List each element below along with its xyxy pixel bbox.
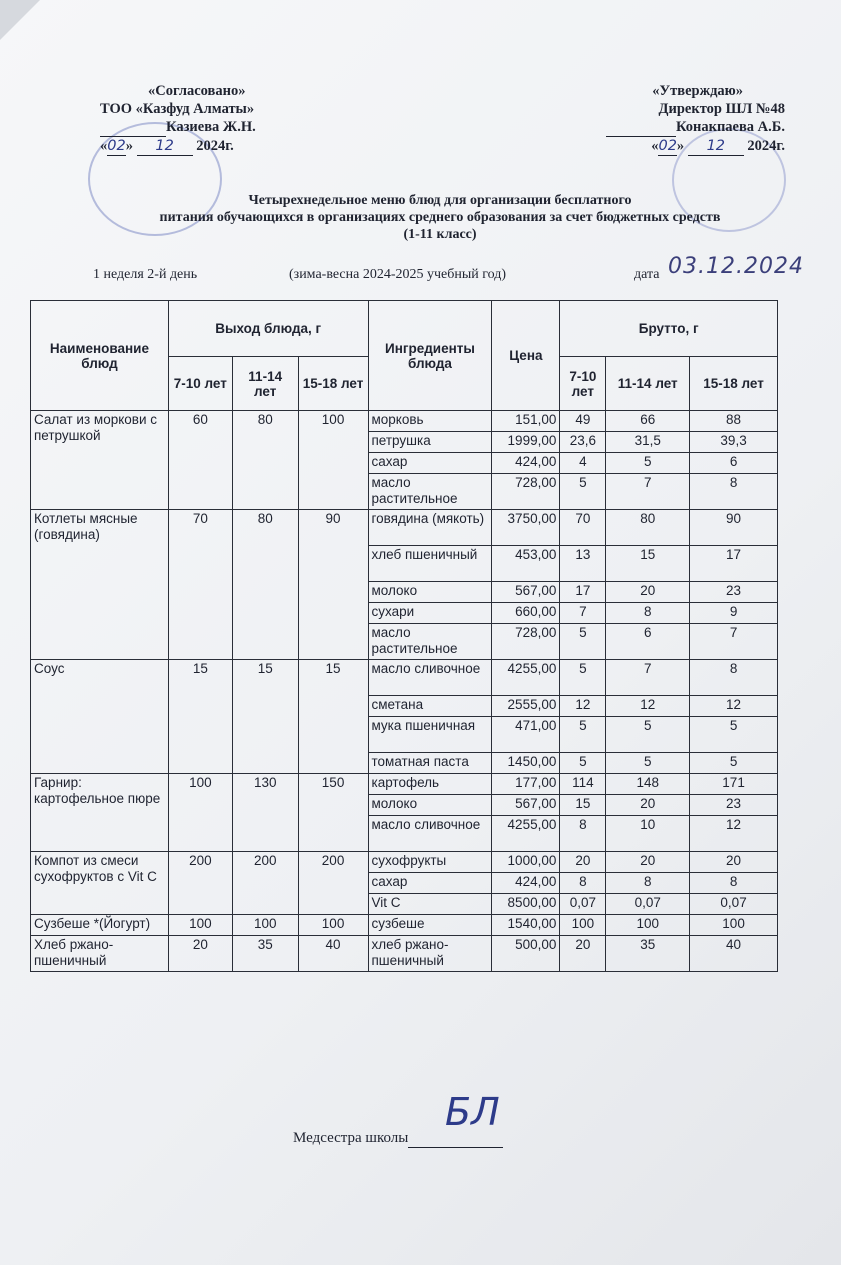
dish-output-15-18: 150: [298, 774, 368, 852]
ingredient-name: картофель: [368, 774, 492, 795]
ingredient-name: молоко: [368, 795, 492, 816]
brutto-11-14: 8: [606, 603, 690, 624]
approval-block-right: [560, 82, 785, 156]
ingredient-price: 424,00: [492, 453, 560, 474]
dish-output-11-14: 100: [232, 915, 298, 936]
ingredient-name: сухари: [368, 603, 492, 624]
header-price: Цена: [492, 301, 560, 411]
brutto-11-14: 5: [606, 453, 690, 474]
brutto-15-18: 0,07: [690, 894, 778, 915]
ingredient-price: 500,00: [492, 936, 560, 972]
table-row: [31, 660, 778, 696]
brutto-11-14: 10: [606, 816, 690, 852]
date-handwritten: 03.12.2024: [668, 254, 804, 279]
ingredient-price: 1999,00: [492, 432, 560, 453]
dish-output-15-18: 15: [298, 660, 368, 774]
ingredient-price: 453,00: [492, 546, 560, 582]
ingredient-price: 177,00: [492, 774, 560, 795]
header-brutto-age-11-14: 11-14 лет: [606, 357, 690, 411]
ingredient-price: 1450,00: [492, 753, 560, 774]
approval-right-quote-open: «: [651, 138, 659, 154]
brutto-15-18: 17: [690, 546, 778, 582]
brutto-15-18: 39,3: [690, 432, 778, 453]
header-age-11-14: 11-14 лет: [232, 357, 298, 411]
brutto-7-10: 17: [560, 582, 606, 603]
approval-right-day: 02: [658, 138, 677, 154]
ingredient-name: хлеб ржано-пшеничный: [368, 936, 492, 972]
approval-right-person: Конакпаева А.Б.: [675, 119, 785, 135]
dish-output-15-18: 200: [298, 852, 368, 915]
dish-output-7-10: 15: [168, 660, 232, 774]
ingredient-name: петрушка: [368, 432, 492, 453]
dish-output-15-18: 100: [298, 915, 368, 936]
dish-output-7-10: 60: [168, 411, 232, 510]
ingredient-price: 4255,00: [492, 816, 560, 852]
brutto-7-10: 49: [560, 411, 606, 432]
brutto-11-14: 0,07: [606, 894, 690, 915]
brutto-15-18: 7: [690, 624, 778, 660]
ingredient-name: масло сливочное: [368, 660, 492, 696]
brutto-11-14: 8: [606, 873, 690, 894]
dish-output-15-18: 100: [298, 411, 368, 510]
brutto-7-10: 70: [560, 510, 606, 546]
dish-output-15-18: 40: [298, 936, 368, 972]
brutto-11-14: 5: [606, 717, 690, 753]
ingredient-price: 567,00: [492, 795, 560, 816]
page-fold-corner: [0, 0, 40, 40]
ingredient-price: 151,00: [492, 411, 560, 432]
dish-output-11-14: 80: [232, 510, 298, 660]
approval-left-day: 02: [107, 138, 126, 154]
menu-table: [30, 300, 778, 972]
brutto-7-10: 8: [560, 873, 606, 894]
header-age-15-18: 15-18 лет: [298, 357, 368, 411]
table-row: [31, 915, 778, 936]
brutto-15-18: 12: [690, 816, 778, 852]
approval-right-position: Директор ШЛ №48: [658, 101, 785, 117]
approval-right-month: 12: [688, 137, 744, 156]
brutto-11-14: 7: [606, 660, 690, 696]
brutto-7-10: 20: [560, 936, 606, 972]
brutto-7-10: 13: [560, 546, 606, 582]
dish-output-7-10: 200: [168, 852, 232, 915]
brutto-15-18: 8: [690, 873, 778, 894]
dish-name: Котлеты мясные (говядина): [31, 510, 169, 660]
ingredient-name: томатная паста: [368, 753, 492, 774]
ingredient-name: масло растительное: [368, 474, 492, 510]
ingredient-price: 728,00: [492, 474, 560, 510]
approval-left-org: ТОО «Казфуд Алматы»: [100, 101, 255, 117]
brutto-11-14: 20: [606, 582, 690, 603]
nurse-label: Медсестра школы: [293, 1130, 409, 1146]
approval-left-quote-close: »: [125, 138, 133, 154]
ingredient-name: сахар: [368, 873, 492, 894]
title-line-2: питания обучающихся в организациях среднего образования за счет бюджетных средств: [159, 210, 721, 225]
ingredient-price: 4255,00: [492, 660, 560, 696]
approval-right-signature-line: [606, 118, 676, 137]
brutto-7-10: 5: [560, 660, 606, 696]
brutto-7-10: 100: [560, 915, 606, 936]
ingredient-name: Vit C: [368, 894, 492, 915]
brutto-7-10: 5: [560, 474, 606, 510]
brutto-11-14: 31,5: [606, 432, 690, 453]
approval-left-signature-line: [100, 118, 166, 137]
brutto-15-18: 90: [690, 510, 778, 546]
brutto-7-10: 5: [560, 624, 606, 660]
brutto-11-14: 35: [606, 936, 690, 972]
dish-output-7-10: 70: [168, 510, 232, 660]
header-age-7-10: 7-10 лет: [168, 357, 232, 411]
brutto-11-14: 7: [606, 474, 690, 510]
approval-left-person: Казиева Ж.Н.: [166, 119, 256, 135]
brutto-15-18: 8: [690, 474, 778, 510]
table-row: [31, 411, 778, 432]
brutto-11-14: 6: [606, 624, 690, 660]
dish-output-11-14: 200: [232, 852, 298, 915]
brutto-11-14: 20: [606, 852, 690, 873]
header-output: Выход блюда, г: [168, 301, 368, 357]
brutto-11-14: 100: [606, 915, 690, 936]
brutto-7-10: 4: [560, 453, 606, 474]
approval-right-quote-close: »: [676, 138, 685, 154]
ingredient-name: сахар: [368, 453, 492, 474]
ingredient-name: сметана: [368, 696, 492, 717]
ingredient-name: мука пшеничная: [368, 717, 492, 753]
approval-right-year: 2024г.: [747, 138, 785, 154]
dish-name: Хлеб ржано-пшеничный: [31, 936, 169, 972]
ingredient-price: 2555,00: [492, 696, 560, 717]
ingredient-name: масло сливочное: [368, 816, 492, 852]
approval-left-year: 2024г.: [196, 138, 234, 154]
ingredient-price: 471,00: [492, 717, 560, 753]
table-row: [31, 852, 778, 873]
brutto-11-14: 15: [606, 546, 690, 582]
brutto-7-10: 8: [560, 816, 606, 852]
brutto-15-18: 9: [690, 603, 778, 624]
dish-name: Соус: [31, 660, 169, 774]
brutto-11-14: 5: [606, 753, 690, 774]
ingredient-name: масло растительное: [368, 624, 492, 660]
brutto-7-10: 7: [560, 603, 606, 624]
dish-name: Салат из моркови с петрушкой: [31, 411, 169, 510]
ingredient-price: 1540,00: [492, 915, 560, 936]
ingredient-price: 8500,00: [492, 894, 560, 915]
dish-output-11-14: 80: [232, 411, 298, 510]
dish-name: Компот из смеси сухофруктов с Vit C: [31, 852, 169, 915]
brutto-11-14: 66: [606, 411, 690, 432]
approval-right-title: «Утверждаю»: [652, 83, 743, 99]
title-line-1: Четырехнедельное меню блюд для организации бесплатного: [248, 193, 632, 208]
header-ingredients: Ингредиенты блюда: [368, 301, 492, 411]
brutto-15-18: 171: [690, 774, 778, 795]
ingredient-name: хлеб пшеничный: [368, 546, 492, 582]
ingredient-name: сузбеше: [368, 915, 492, 936]
brutto-7-10: 12: [560, 696, 606, 717]
brutto-15-18: 100: [690, 915, 778, 936]
ingredient-price: 660,00: [492, 603, 560, 624]
dish-output-7-10: 100: [168, 915, 232, 936]
brutto-11-14: 148: [606, 774, 690, 795]
dish-output-11-14: 130: [232, 774, 298, 852]
brutto-15-18: 8: [690, 660, 778, 696]
header-dish: Наименование блюд: [31, 301, 169, 411]
approval-block-left: [100, 82, 330, 156]
brutto-15-18: 5: [690, 753, 778, 774]
table-row: [31, 936, 778, 972]
table-row: [31, 774, 778, 795]
dish-name: Сузбеше *(Йогурт): [31, 915, 169, 936]
dish-output-15-18: 90: [298, 510, 368, 660]
nurse-signature-line: [408, 1130, 503, 1148]
period-label: (зима-весна 2024-2025 учебный год): [289, 267, 507, 282]
ingredient-price: 728,00: [492, 624, 560, 660]
brutto-15-18: 23: [690, 582, 778, 603]
approval-left-title: «Согласовано»: [148, 83, 246, 99]
brutto-15-18: 88: [690, 411, 778, 432]
date-label: дата: [634, 267, 660, 282]
nurse-line: [293, 1130, 503, 1148]
brutto-15-18: 6: [690, 453, 778, 474]
brutto-11-14: 20: [606, 795, 690, 816]
ingredient-name: морковь: [368, 411, 492, 432]
header-brutto: Брутто, г: [560, 301, 778, 357]
dish-name: Гарнир: картофельное пюре: [31, 774, 169, 852]
ingredient-name: сухофрукты: [368, 852, 492, 873]
brutto-7-10: 23,6: [560, 432, 606, 453]
brutto-15-18: 20: [690, 852, 778, 873]
brutto-11-14: 80: [606, 510, 690, 546]
dish-output-7-10: 20: [168, 936, 232, 972]
header-brutto-age-15-18: 15-18 лет: [690, 357, 778, 411]
brutto-7-10: 5: [560, 753, 606, 774]
brutto-11-14: 12: [606, 696, 690, 717]
dish-output-11-14: 15: [232, 660, 298, 774]
brutto-7-10: 0,07: [560, 894, 606, 915]
brutto-7-10: 114: [560, 774, 606, 795]
menu-table-body: [31, 411, 778, 972]
title-line-3: (1-11 класс): [403, 227, 477, 242]
dish-output-7-10: 100: [168, 774, 232, 852]
brutto-7-10: 20: [560, 852, 606, 873]
week-day-label: 1 неделя 2-й день: [93, 267, 198, 282]
ingredient-name: молоко: [368, 582, 492, 603]
brutto-7-10: 15: [560, 795, 606, 816]
header-brutto-age-7-10: 7-10 лет: [560, 357, 606, 411]
brutto-15-18: 40: [690, 936, 778, 972]
brutto-15-18: 5: [690, 717, 778, 753]
brutto-15-18: 23: [690, 795, 778, 816]
approval-left-quote-open: «: [100, 138, 108, 154]
approval-left-month: 12: [137, 137, 193, 156]
table-row: [31, 510, 778, 546]
document-title: [90, 192, 790, 243]
brutto-7-10: 5: [560, 717, 606, 753]
ingredient-price: 1000,00: [492, 852, 560, 873]
ingredient-name: говядина (мякоть): [368, 510, 492, 546]
ingredient-price: 567,00: [492, 582, 560, 603]
dish-output-11-14: 35: [232, 936, 298, 972]
nurse-signature: БЛ: [445, 1090, 500, 1134]
ingredient-price: 3750,00: [492, 510, 560, 546]
ingredient-price: 424,00: [492, 873, 560, 894]
brutto-15-18: 12: [690, 696, 778, 717]
